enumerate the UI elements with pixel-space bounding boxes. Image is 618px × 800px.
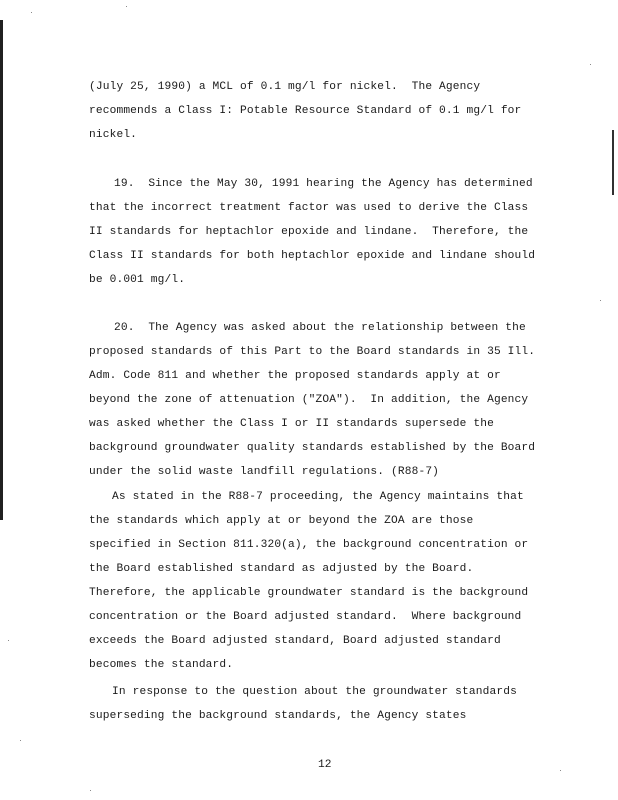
text-line: superseding the background standards, the Agency states (89, 710, 467, 722)
text-line: proposed standards of this Part to the Board standards in 35 Ill. (89, 346, 536, 358)
text-line: In response to the question about the groundwater standards (112, 686, 517, 698)
scan-speck (31, 12, 32, 13)
scan-speck (126, 6, 127, 7)
scan-speck (590, 64, 591, 65)
text-line: (July 25, 1990) a MCL of 0.1 mg/l for nickel. The Agency (89, 81, 481, 93)
text-line: Class II standards for both heptachlor epoxide and lindane should (89, 250, 536, 262)
scan-speck (600, 300, 601, 301)
text-line: 19. Since the May 30, 1991 hearing the Agency has determined (114, 178, 533, 190)
scan-speck (8, 640, 9, 641)
scan-speck (20, 740, 21, 741)
text-line: Adm. Code 811 and whether the proposed standards apply at or (89, 370, 501, 382)
text-line: 20. The Agency was asked about the relationship between the (114, 322, 526, 334)
scan-margin-mark (612, 130, 614, 195)
text-line: concentration or the Board adjusted standard. Where background (89, 611, 522, 623)
page-number: 12 (318, 759, 332, 771)
text-line: the Board established standard as adjusted by the Board. (89, 563, 474, 575)
text-line: II standards for heptachlor epoxide and lindane. Therefore, the (89, 226, 529, 238)
text-line: As stated in the R88-7 proceeding, the Agency maintains that (112, 491, 524, 503)
scan-speck (90, 790, 91, 791)
text-line: specified in Section 811.320(a), the background concentration or (89, 539, 529, 551)
text-line: background groundwater quality standards established by the Board (89, 442, 536, 454)
text-line: that the incorrect treatment factor was used to derive the Class (89, 202, 529, 214)
scan-speck (560, 770, 561, 771)
scan-edge-bar (0, 20, 3, 520)
text-line: recommends a Class I: Potable Resource Standard of 0.1 mg/l for (89, 105, 522, 117)
text-line: was asked whether the Class I or II standards supersede the (89, 418, 494, 430)
text-line: exceeds the Board adjusted standard, Board adjusted standard (89, 635, 501, 647)
text-line: the standards which apply at or beyond the ZOA are those (89, 515, 474, 527)
text-line: beyond the zone of attenuation ("ZOA"). In addition, the Agency (89, 394, 529, 406)
text-line: becomes the standard. (89, 659, 234, 671)
text-line: Therefore, the applicable groundwater standard is the background (89, 587, 529, 599)
text-line: be 0.001 mg/l. (89, 274, 186, 286)
text-line: nickel. (89, 129, 138, 141)
text-line: under the solid waste landfill regulations. (R88-7) (89, 466, 440, 478)
